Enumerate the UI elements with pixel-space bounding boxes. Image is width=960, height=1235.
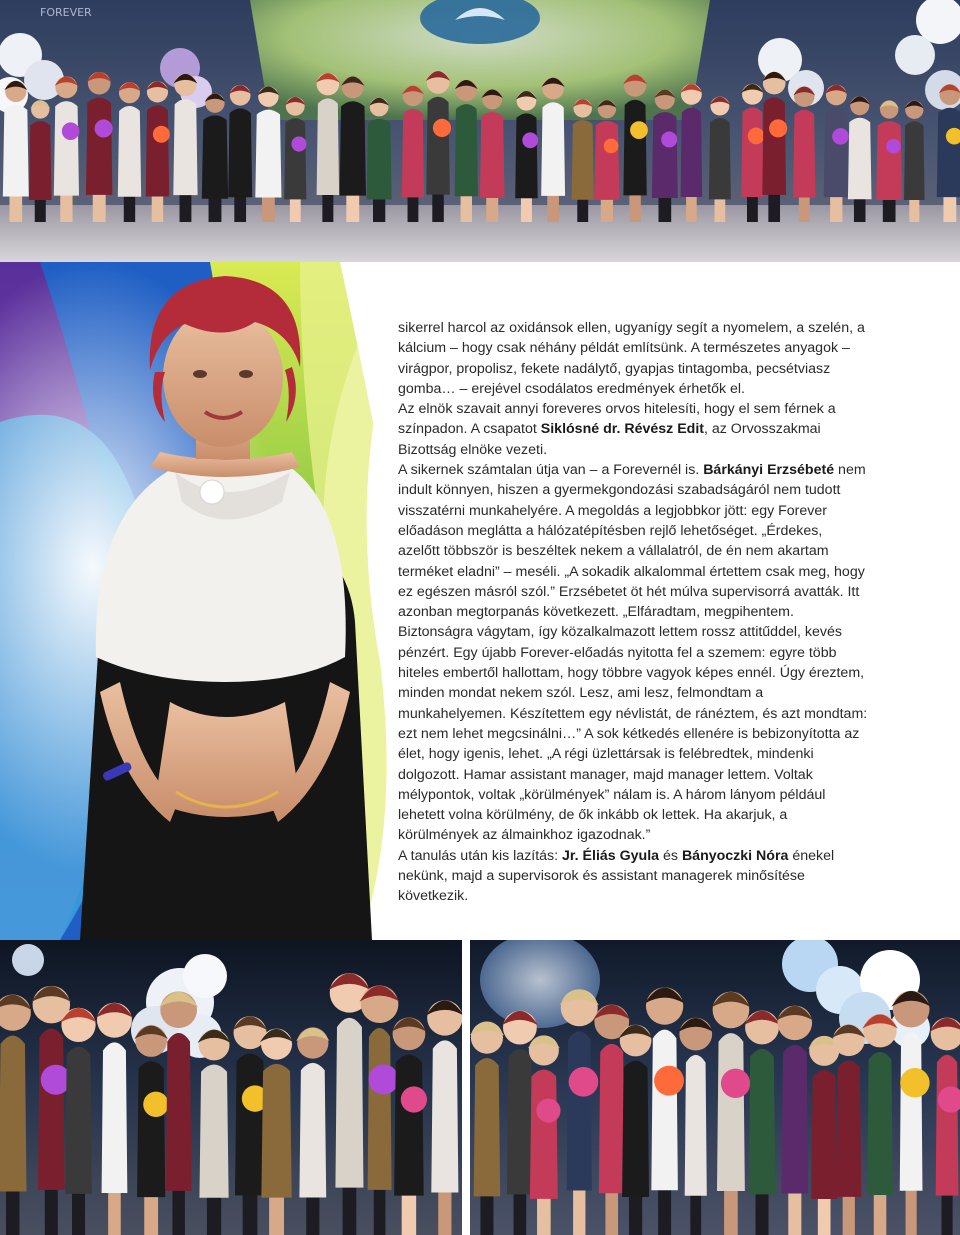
bold-name: Siklósné dr. Révész Edit — [540, 421, 704, 438]
stage-backdrop-text: FOREVER — [40, 6, 92, 19]
text-run: énekel nekünk, majd a supervisorok és assistant managerek minősítése következik. — [398, 847, 835, 905]
flower-bouquet — [721, 1069, 750, 1098]
flower-bouquet — [291, 136, 306, 151]
text-run: A sikernek számtalan útja van – a Forevernél is. — [398, 462, 704, 479]
text-run: , az Orvosszakmai Bizottság elnöke vezeti. — [398, 421, 821, 458]
flower-bouquet — [433, 119, 451, 137]
article-paragraph — [398, 846, 868, 907]
flower-bouquet — [769, 119, 787, 137]
flower-bouquet — [62, 122, 80, 140]
flower-bouquet — [886, 139, 901, 154]
flower-bouquet — [143, 1092, 168, 1117]
flower-bouquet — [401, 1086, 427, 1112]
text-run: sikerrel harcol az oxidánsok ellen, ugyanígy segít a nyomelem, a szelén, a kálcium – hogy csak néhány példát említsünk. A természetes anyagok – virágpor, propolisz, fekete nadálytő, gyapjas tintagomba, pecsétviasz gomba… – erejével csodálatos eredmények érhetők el. — [398, 320, 865, 397]
article-paragraph — [398, 318, 868, 399]
flower-bouquet — [536, 1099, 560, 1123]
bottom-right-group-photo-illustration — [470, 940, 960, 1235]
flower-bouquet — [41, 1065, 71, 1095]
photo-gutter — [462, 940, 470, 1235]
bottom-right-group-photo — [470, 940, 960, 1235]
bold-name: Jr. Éliás Gyula — [562, 847, 660, 864]
flower-bouquet — [369, 1064, 399, 1094]
bold-name: Bárkányi Erzsébeté — [703, 462, 835, 479]
flower-bouquet — [661, 131, 677, 147]
flower-bouquet — [569, 1067, 599, 1097]
text-run: nem indult könnyen, hiszen a gyermekgondozási szabadságáról nem tudott visszatérni munkahelyére. A megoldás a legjobbkor jött: egy Forever előadáson meglátta a hálózatépítésben rejlő lehetőséget. „Érdekes, azelőtt többször is beszéltek nekem a vállalatról, de én nem akartam terméket eladni” – meséli. „A sokadik alkalommal értettem csak meg, hogy ez egészen másról szól.” Erzsébetet öt hét múlva supervisorrá avatták. Itt azonban megtorpanás következett. „Elfáradtam, megpihentem. Biztonságra vágytam, így közalkalmazott lettem rossz attitűddel, kevés pénzért. Egy újabb Forever-előadás nyitotta fel a szemem: egyre több hiteles embertől hallottam, hogy többre vagyok képes ennél. Úgy éreztem, minden mondat nekem szól. Lesz, ami lesz, felmondtam a munkahelyemen. Készítettem egy névlistát, de ránéztem, és azt mondtam: ezt nem lehet megcsinálni…” A sok kétkedés ellenére is bebizonyította az élet, hogy igenis, lehet. „A régi üzlettársak is felébredtek, mindenki dolgozott. Hamar assistant manager, majd manager lettem. Voltak mélypontok, voltak „körülmények” nálam is. A három lányom például lehetett volna körülmény, de ők inkább ok lettek. Ha akarjuk, a körülmények az álmainkhoz igazodnak.” — [398, 462, 868, 844]
article-paragraph — [398, 460, 868, 846]
top-group-photo-illustration — [0, 0, 960, 262]
bottom-left-group-photo-illustration — [0, 940, 462, 1235]
flower-bouquet — [832, 128, 849, 145]
article-paragraph — [398, 399, 868, 460]
flower-bouquet — [630, 121, 648, 139]
flower-bouquet — [522, 132, 538, 148]
bold-name: Bányoczki Nóra — [681, 847, 789, 864]
text-run: Az elnök szavait annyi foreveres orvos hitelesíti, hogy el sem férnek a színpadon. A csapatot — [398, 401, 836, 438]
text-run: és — [659, 847, 682, 864]
bottom-left-group-photo — [0, 940, 462, 1235]
article-text — [398, 318, 868, 907]
flower-bouquet — [604, 139, 619, 154]
top-group-photo — [0, 0, 960, 262]
flower-bouquet — [900, 1068, 929, 1097]
flower-bouquet — [95, 119, 113, 137]
flower-bouquet — [748, 128, 765, 145]
text-run: A tanulás után kis lazítás: — [398, 847, 563, 864]
flower-bouquet — [153, 126, 170, 143]
flower-bouquet — [654, 1066, 684, 1096]
